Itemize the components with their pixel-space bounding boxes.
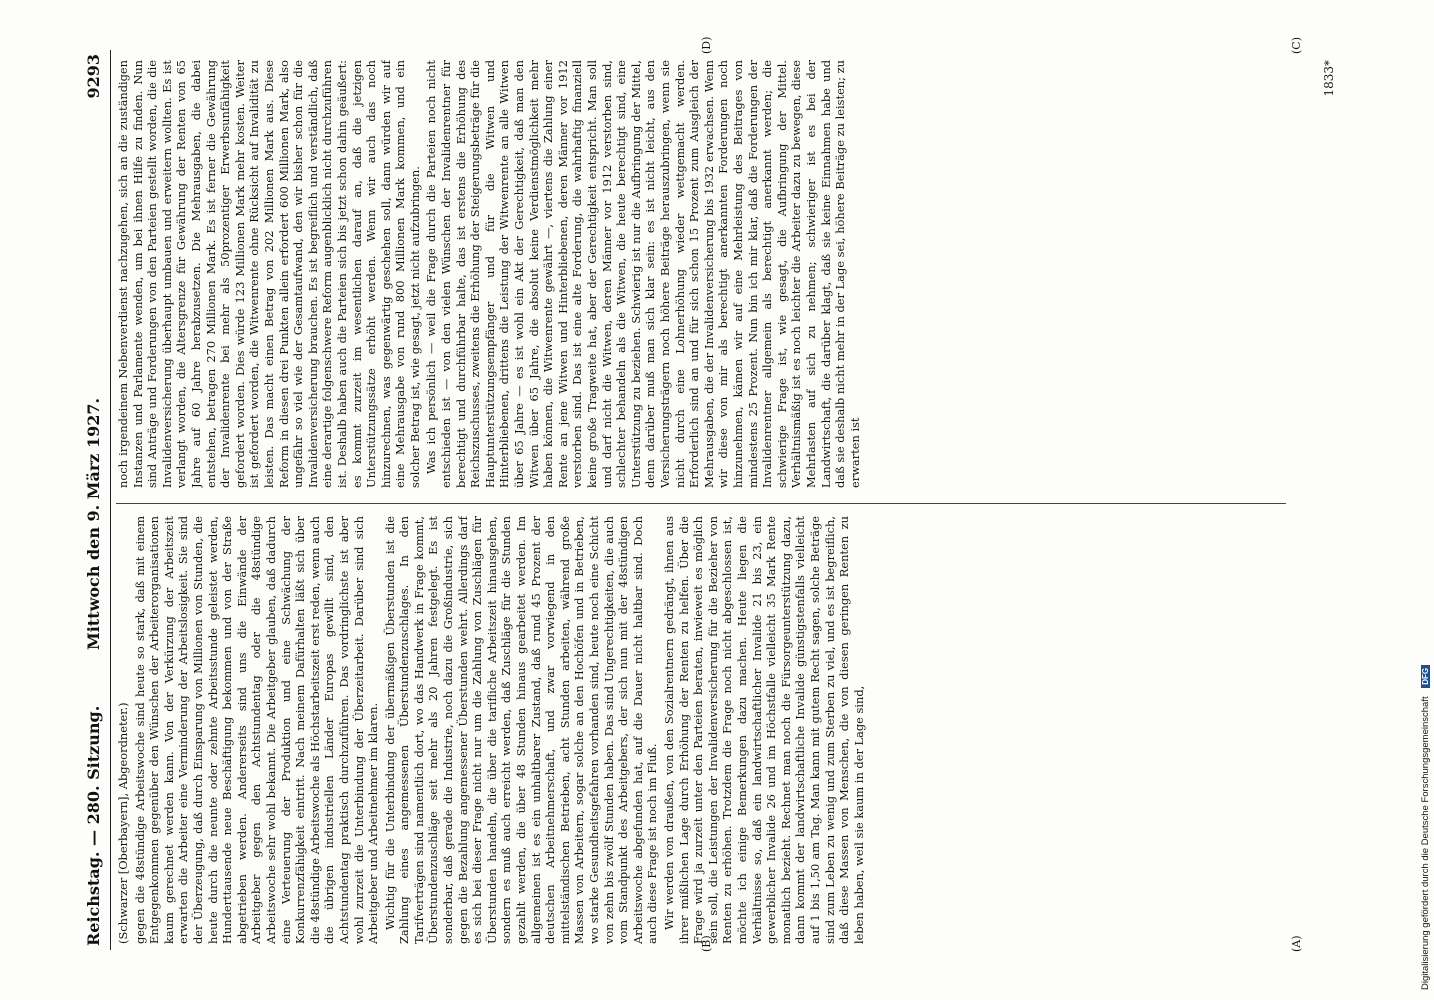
page-header: [80, 50, 111, 950]
page-number: 9293: [84, 54, 103, 99]
paragraph: noch irgendeinem Nebenverdienst nachzugehen, sich an die zuständigen Instanzen und Parlamente wenden, um bei ihnen Hilfe zu finden. Nun sind Anträge und Forderungen von den Parteien gestellt worden, die die Invalidenversicherung überhaupt umbauen und erweitern wollten. Es ist verlangt worden, die Altersgrenze für Gewährung der Renten von 65 Jahre auf 60 Jahre herabzusetzen. Die Mehrausgaben, die dabei entstehen, betragen 270 Millionen Mark. Es ist ferner die Gewährung der Invalidenrente bei mehr als 50prozentiger Erwerbsunfähigkeit gefordert worden. Dies würde 123 Millionen Mark mehr kosten. Weiter ist gefordert worden, die Witwenrente ohne Rücksicht auf Invalidität zu leisten. Das macht einen Betrag von 202 Millionen Mark aus. Diese Reform in diesen drei Punkten allein erfordert 600 Millionen Mark, also ungefähr so viel wie der Gesamtaufwand, den wir bisher schon für die Invalidenversicherung brauchen. Es ist begreiflich und verständlich, daß eine derartige folgenschwere Reform augenblicklich nicht durchzuführen ist. Deshalb haben auch die Parteien sich bis jetzt schon dahin geäußert: es kommt zurzeit im wesentlichen darauf an, daß die jetzigen Unterstützungssätze erhöht werden. Wenn wir auch das noch hinzurechnen, was gegenwärtig geschehen soll, dann würden wir auf eine Mehrausgabe von rund 800 Millionen Mark kommen, und ein solcher Betrag ist, wie gesagt, jetzt nicht aufzubringen.: [116, 60, 422, 488]
margin-marker-a: (A): [1290, 935, 1303, 952]
column-right: [116, 60, 1286, 488]
header-date: Mittwoch den 9. März 1927.: [84, 397, 103, 650]
funding-note: [1420, 0, 1434, 990]
margin-marker-b: (B): [700, 935, 713, 952]
paragraph: Was ich persönlich — weil die Frage durch die Parteien noch nicht entschieden ist — von den vielen Wünschen der Invalidenrentner für berechtigt und durchführbar halte, das ist erstens die Erhöhung des Reichszuschusses, zweitens die Erhöhung der Steigerungsbeträge für die Hauptunterstützungsempfänger und für die Witwen und Hinterbliebenen, drittens die Leistung der Witwenrente an alle Witwen über 65 Jahre — es ist wohl ein Akt der Gerechtigkeit, daß man den Witwen über 65 Jahre, die absolut keine Verdienstmöglichkeit mehr haben können, die Witwenrente gewährt —, viertens die Zahlung einer Rente an jene Witwen und Hinterbliebenen, deren Männer vor 1912 verstorben sind. Das ist eine alte Forderung, die wahrhaftig finanziell keine große Tragweite hat, aber der Gerechtigkeit entspricht. Man soll und darf nicht die Witwen, deren Männer vor 1912 verstorben sind, schlechter behandeln als die Witwen, die heute berechtigt sind, eine Unterstützung zu beziehen. Schwierig ist nur die Aufbringung der Mittel, denn darüber muß man sich klar sein: es ist nicht leicht, aus den Versicherungsträgern noch höhere Beiträge herauszubringen, wenn sie nicht durch eine Lohnerhöhung wieder wettgemacht werden. Erforderlich sind an und für sich schon 15 Prozent zum Ausgleich der Mehrausgaben, die der Invalidenversicherung bis 1932 erwachsen. Wenn wir diese von mir als berechtigt anerkannten Forderungen noch hinzunehmen, kämen wir auf eine Mehrleistung des Beitrages von mindestens 25 Prozent. Nun bin ich mir klar, daß die Forderungen der Invalidenrentner allgemein als berechtigt anerkannt werden; die schwierige Frage ist, wie gesagt, die Aufbringung der Mittel. Verhältnismäßig ist es noch leichter die Arbeiter dazu zu bewegen, diese Mehrlasten auf sich zu nehmen; schwieriger ist es bei der Landwirtschaft, die darüber klagt, daß sie keine Einnahmen habe und daß sie deshalb nicht mehr in der Lage sei, höhere Beiträge zu leisten; zu erwarten ist: [424, 60, 862, 488]
margin-marker-c: (C): [1290, 37, 1303, 54]
footer-number: 1833*: [1322, 60, 1336, 97]
margin-marker-d: (D): [700, 36, 713, 54]
paragraph: gegen die 48stündige Arbeitswoche sind heute so stark, daß mit einem Entgegenkommen gegenüber den Wünschen der Arbeiterorganisationen kaum gerechnet werden kann. Von der Verkürzung der Arbeitszeit erwarten die Arbeiter eine Verminderung der Arbeitslosigkeit. Sie sind der Überzeugung, daß durch Einsparung von Millionen von Stunden, die heute durch die neunte oder zehnte Arbeitsstunde geleistet werden, Hunderttausende neue Beschäftigung bekommen und von der Straße abgetrieben werden. Andererseits sind uns die Einwände der Arbeitgeber gegen den Achtstundentag oder die 48stündige Arbeitswoche sehr wohl bekannt. Die Arbeitgeber glauben, daß dadurch eine Verteuerung der Produktion und eine Schwächung der Konkurrenzfähigkeit eintritt. Nach meinem Dafürhalten läßt sich über die 48stündige Arbeitswoche als Höchstarbeitszeit erst reden, wenn auch die übrigen industriellen Länder Europas gewillt sind, den Achtstundentag praktisch durchzuführen. Das vordringlichste ist aber wohl zurzeit die Unterbindung der Überzeitarbeit. Darüber sind sich Arbeitgeber und Arbeitnehmer im klaren.: [132, 516, 381, 944]
header-left: Reichstag. — 280. Sitzung.: [84, 705, 103, 946]
paragraph: Wir werden von draußen, von den Sozialrentnern gedrängt, ihnen aus ihrer mißlichen Lage durch Erhöhung der Renten zu helfen. Über die Frage wird ja zurzeit unter den Parteien beraten, inwieweit es möglich sein soll, die Leistungen der Invalidenversicherung für die Bezieher von Renten zu erhöhen. Trotzdem die Frage noch nicht abgeschlossen ist, möchte ich einige Bemerkungen dazu machen. Heute liegen die Verhältnisse so, daß ein landwirtschaftlicher Invalide 21 bis 23, ein gewerblicher Invalide 26 und im Höchstfalle vielleicht 35 Mark Rente monatlich bezieht. Rechnet man noch die Fürsorgeunterstützung dazu, dann kommt der landwirtschaftliche Invalide günstigstenfalls vielleicht auf 1 bis 1,50 am Tag. Man kann mit gutem Recht sagen, solche Beträge sind zum Leben zu wenig und zum Sterben zu viel, und es ist begreiflich, daß diese Massen von Menschen, die von diesen geringen Renten zu leben haben, weil sie kaum in der Lage sind,: [661, 516, 866, 944]
column-divider: [116, 503, 1286, 504]
speaker-line: (Schwarzer [Oberbayern], Abgeordneter.): [116, 702, 130, 944]
funding-text: Digitalisierung gefördert durch die Deutsche Forschungsgemeinschaft: [1420, 696, 1431, 990]
dfg-logo: DFG: [1421, 665, 1430, 688]
column-left: [116, 516, 1286, 944]
rotated-scan: [80, 36, 1336, 952]
paragraph: Wichtig für die Unterbindung der übermäßigen Überstunden ist die Zahlung eines angemessenen Überstundenzuschlages. In den Tarifverträgen sind namentlich dort, wo das Handwerk in Frage kommt, Überstundenzuschläge seit mehr als 20 Jahren festgelegt. Es ist sonderbar, daß gerade die Industrie, noch dazu die Großindustrie, sich gegen die Bezahlung angemessener Überstunden wehrt. Allerdings darf es sich bei dieser Frage nicht nur um die Zahlung von Zuschlägen für Überstunden handeln, die über die tarifliche Arbeitszeit hinausgehen, sondern es muß auch erreicht werden, daß Zuschläge für die Stunden gezahlt werden, die über 48 Stunden hinaus gearbeitet werden. Im allgemeinen ist es ein unhaltbarer Zustand, daß rund 45 Prozent der deutschen Arbeitnehmerschaft, und zwar vorwiegend in den mittelständischen Betrieben, acht Stunden arbeiten, während große Massen von Arbeitern, sogar solche an den Hochöfen und in Betrieben, wo starke Gesundheitsgefahren vorhanden sind, heute noch eine Schicht von zehn bis zwölf Stunden haben. Das sind Ungerechtigkeiten, die auch vom Standpunkt des Arbeitgebers, der sich nun mit der 48stündigen Arbeitswoche abgefunden hat, auf die Dauer nicht haltbar sind. Doch auch diese Frage ist noch im Fluß.: [382, 516, 660, 944]
